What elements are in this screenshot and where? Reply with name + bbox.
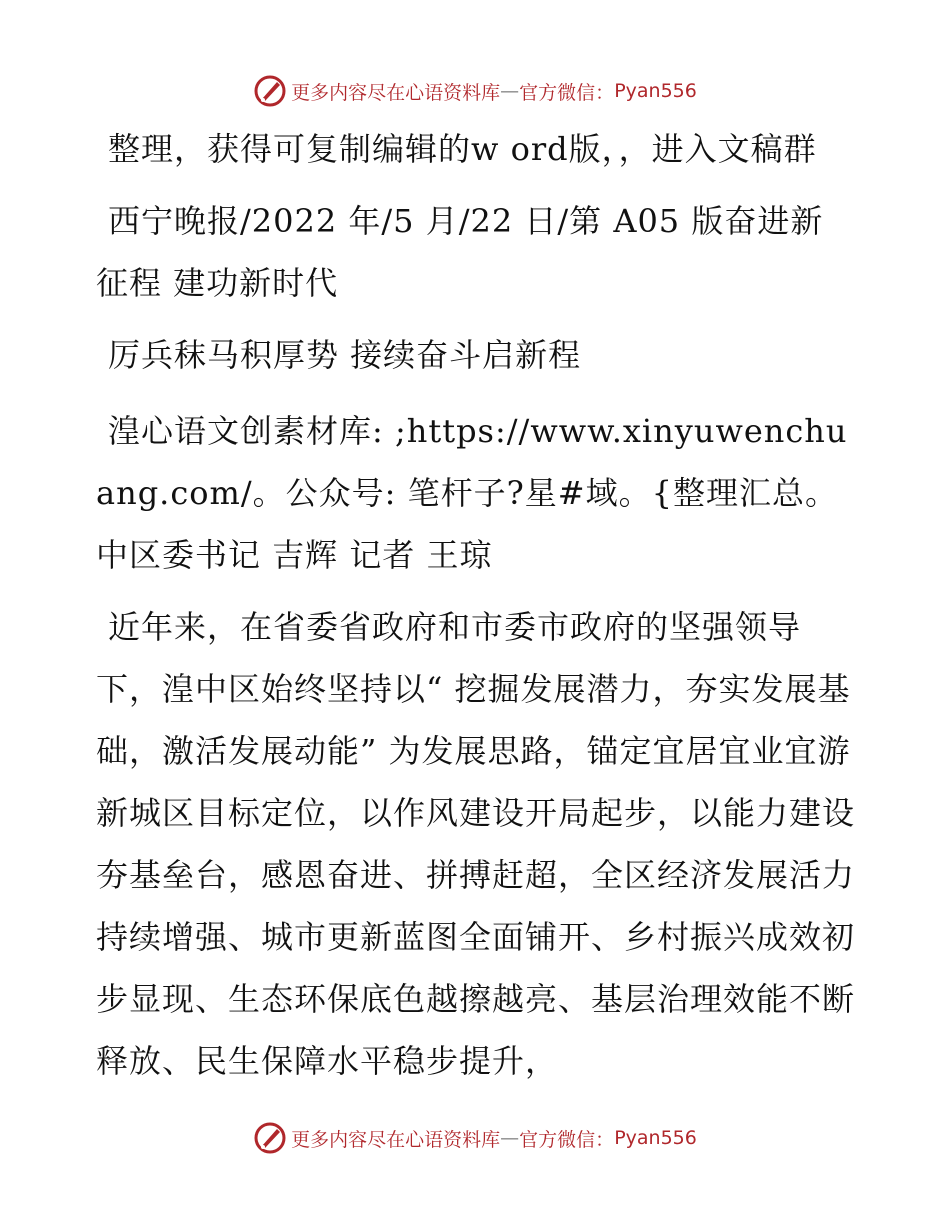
banner-title: 更多内容尽在心语资料库 (291, 1128, 501, 1151)
paragraph-body: 近年来，在省委省政府和市委市政府的坚强领导下，湟中区始终坚持以“ 挖掘发展潜力，夯实发展基础，激活发展动能” 为发展思路，锚定宜居宜业宜游新城区目标定位，以作风建设开局起步，以能力建设夯基垒台，感恩奋进、拼搏赶超，全区经济发展活力持续增强、城市更新蓝图全面铺开、乡村振兴成效初步显现、生态环保底色越擦越亮、基层治理效能不断释放、民生保障水平稳步提升， (96, 608, 856, 1080)
paragraph-byline: 湟心语文创素材库: ;https://www.xinyuwenchuang.com/。公众号: 笔杆子?星#域。{整理汇总。中区委书记 吉辉 记者 王琼 (96, 412, 848, 574)
banner-wechat-id: Pyan556 (614, 80, 697, 102)
banner-title: 更多内容尽在心语资料库 (291, 81, 501, 104)
banner-wechat-label: 官方微信： (519, 81, 615, 104)
banner-separator: — (500, 1127, 520, 1149)
banner-wechat-label: 官方微信： (519, 1128, 615, 1151)
paragraph-intro: 整理，获得可复制编辑的w ord版，，进入文稿群 (108, 130, 817, 168)
article-body (96, 118, 856, 1102)
quill-circle-icon (253, 74, 287, 108)
quill-circle-icon (253, 1121, 287, 1155)
paragraph-source: 西宁晚报/2022 年/5 月/22 日/第 A05 版奋进新征程 建功新时代 (96, 202, 824, 302)
header-banner (0, 71, 950, 111)
footer-banner (0, 1118, 950, 1158)
banner-wechat-id: Pyan556 (614, 1127, 697, 1149)
banner-separator: — (500, 80, 520, 102)
paragraph-headline: 厉兵秣马积厚势 接续奋斗启新程 (108, 336, 582, 374)
